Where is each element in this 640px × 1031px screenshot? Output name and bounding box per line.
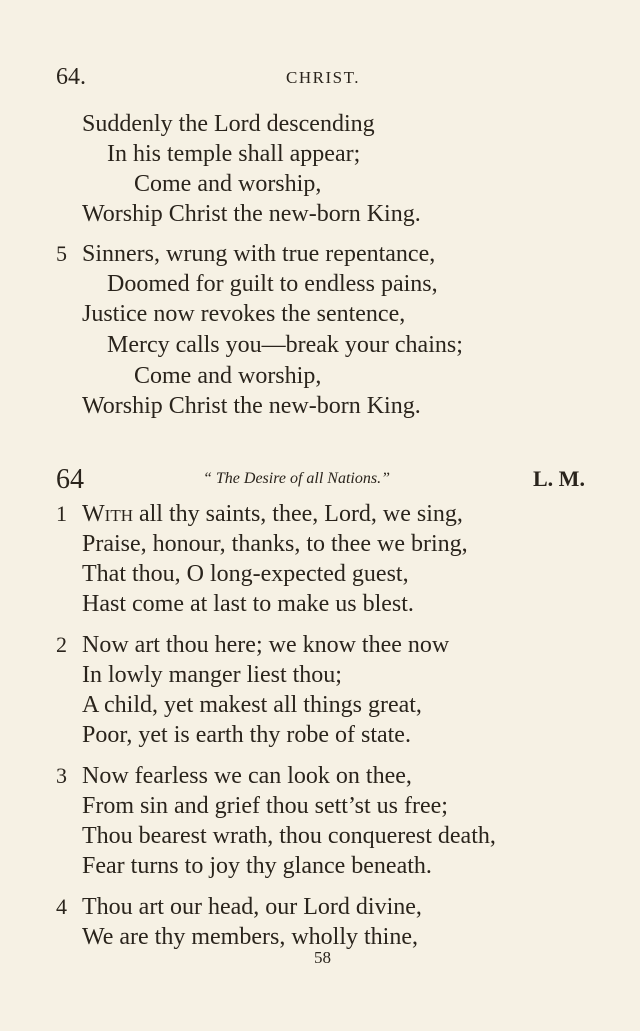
verse-line: Come and worship, [134,171,322,197]
stanza-number: 5 [56,241,67,266]
hymn-subtitle: “ The Desire of all Nations.” [203,470,390,487]
verse-line: Fear turns to joy thy glance beneath. [82,853,432,879]
verse-line: Doomed for guilt to endless pains, [107,271,438,297]
stanza-number: 1 [56,501,67,526]
verse-line: Praise, honour, thanks, to thee we bring, [82,531,468,557]
hymn-meter: L. M. [533,466,585,491]
verse-line: Justice now revokes the sentence, [82,301,406,327]
first-line-rest: all thy saints, thee, Lord, we sing, [132,501,463,527]
verse-line: Now fearless we can look on thee, [82,763,412,789]
verse-line: Worship Christ the new-born King. [82,201,421,227]
verse-line: Suddenly the Lord descending [82,111,375,137]
verse-line: We are thy members, wholly thine, [82,924,418,950]
verse-line: Now art thou here; we know thee now [82,632,450,658]
running-title: CHRIST. [286,68,360,87]
verse-line: Mercy calls you—break your chains; [107,332,463,358]
stanza-number: 2 [56,632,67,657]
verse-line: In his temple shall appear; [107,141,361,167]
verse-line: Sinners, wrung with true repentance, [82,241,436,267]
page-number: 58 [314,948,331,967]
stanza-number: 3 [56,763,67,788]
verse-line: Thou bearest wrath, thou conquerest death, [82,823,496,849]
verse-line: Poor, yet is earth thy robe of state. [82,722,411,748]
hymn-number: 64 [56,464,84,495]
verse-line: That thou, O long-expected guest, [82,561,409,587]
verse-line: Hast come at last to make us blest. [82,591,414,617]
running-hymn-number: 64. [56,64,86,90]
stanza-number: 4 [56,894,67,919]
verse-line: A child, yet makest all things great, [82,692,422,718]
verse-line: Come and worship, [134,363,322,389]
first-word: With [82,501,133,527]
verse-line: From sin and grief thou sett’st us free; [82,793,448,819]
verse-line: In lowly manger liest thou; [82,662,342,688]
verse-line: Worship Christ the new-born King. [82,393,421,419]
verse-line: Thou art our head, our Lord divine, [82,894,422,920]
verse-line [82,500,463,528]
